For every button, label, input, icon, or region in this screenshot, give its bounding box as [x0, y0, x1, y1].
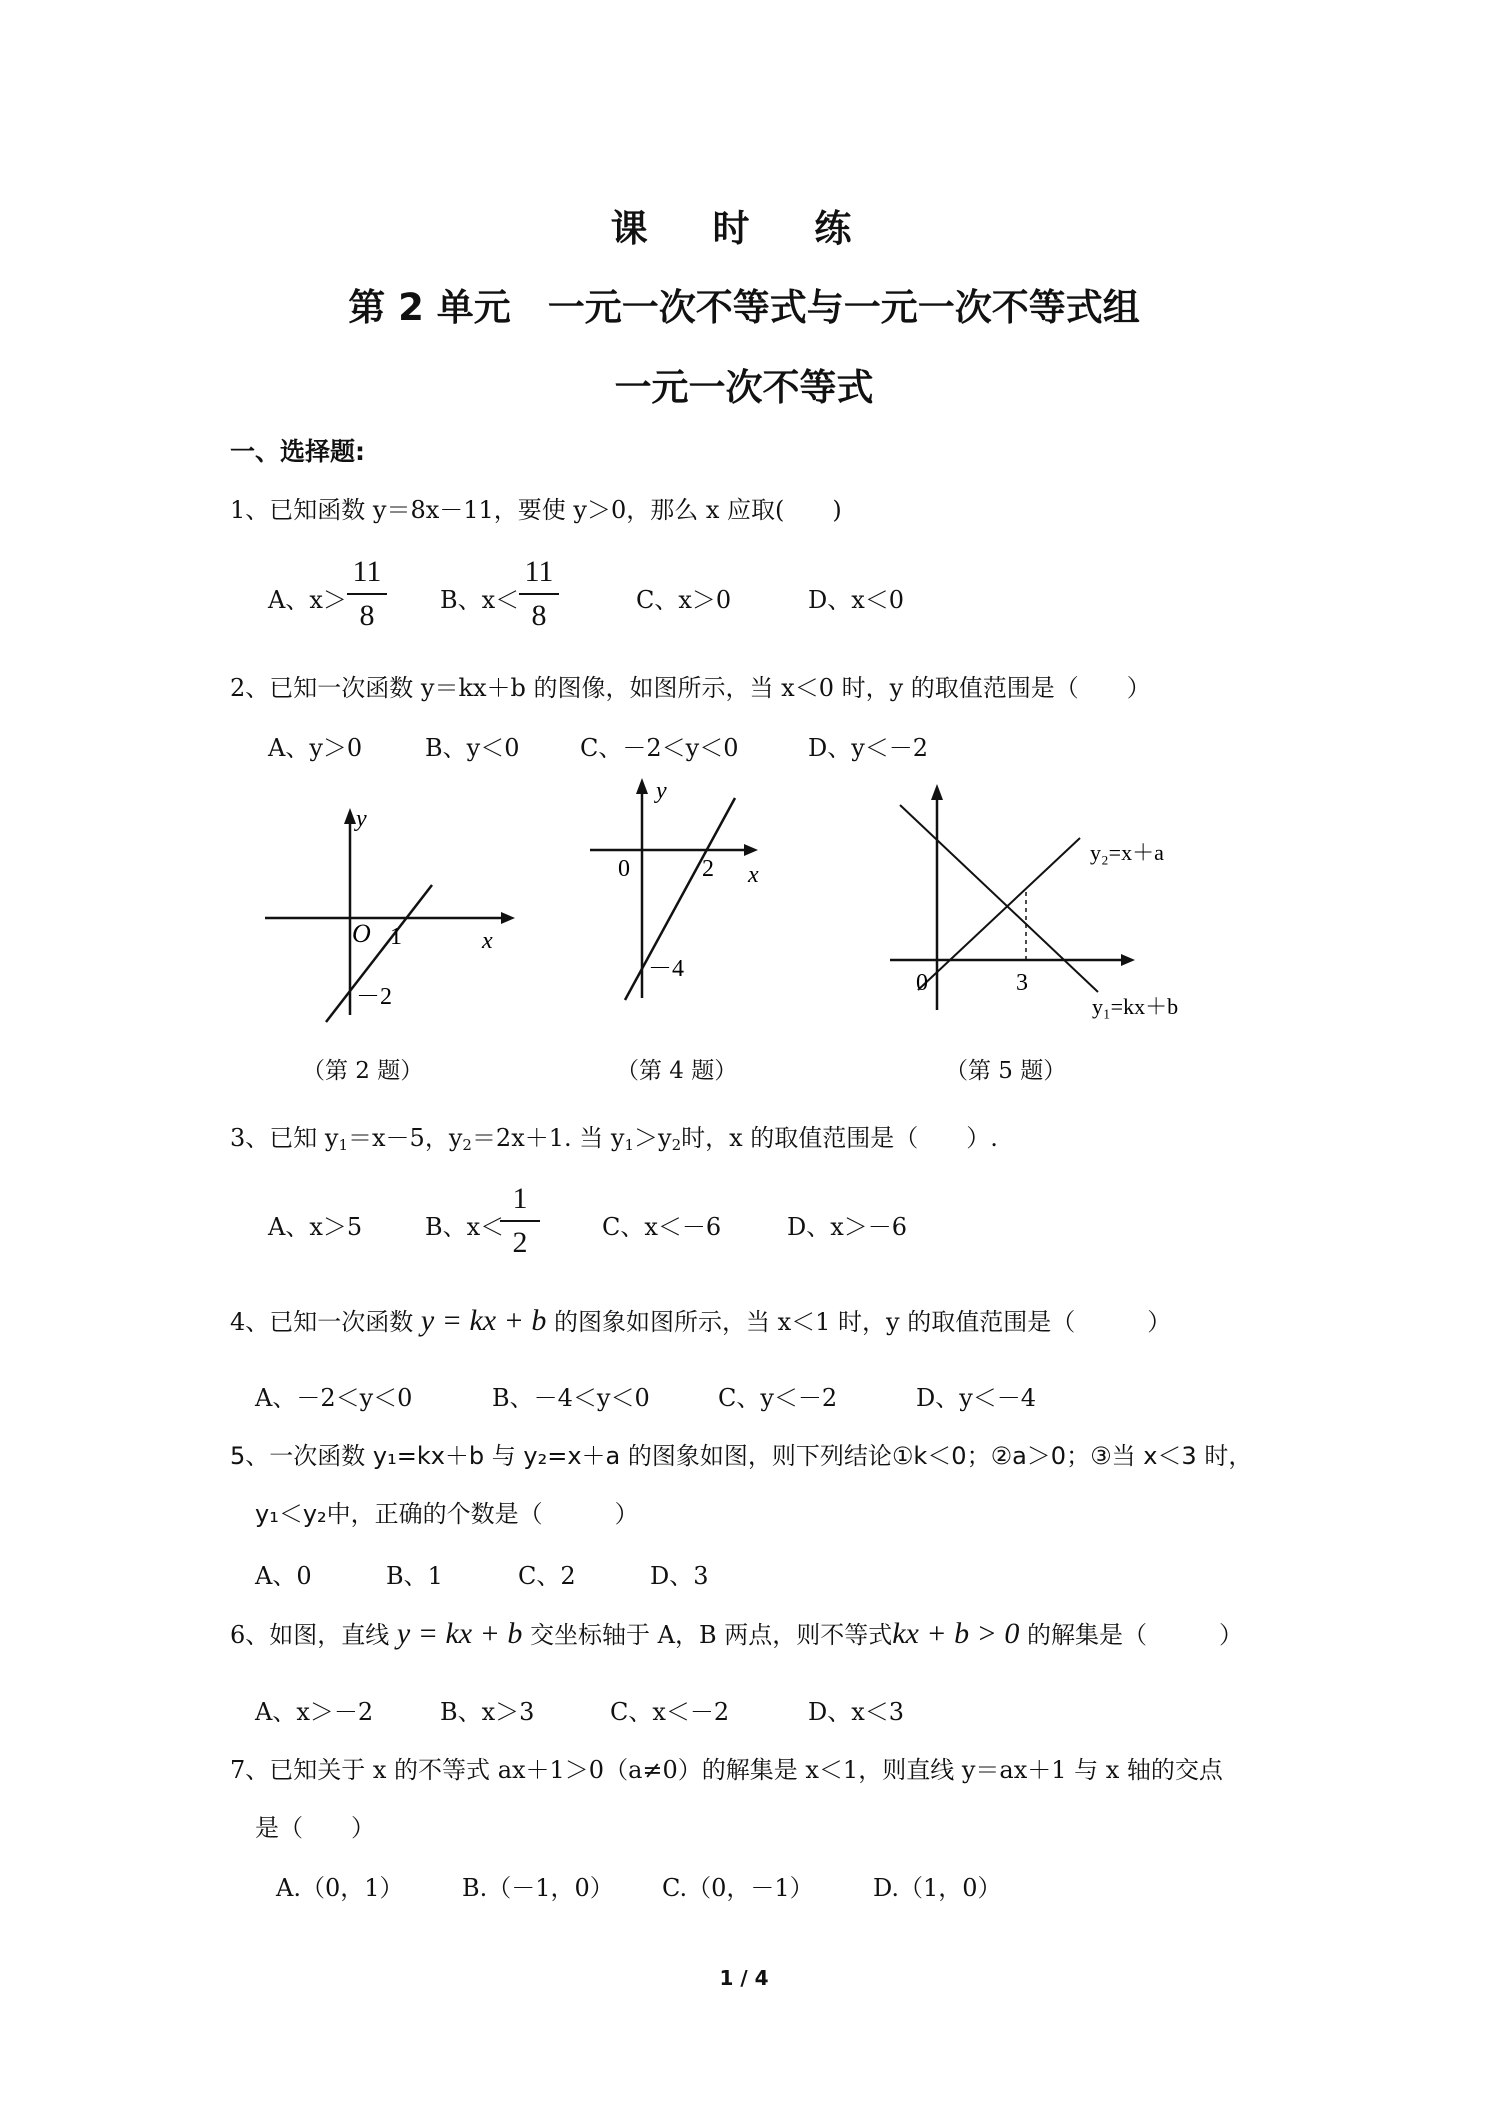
q7-option-c: C.（0，－1） — [662, 1874, 814, 1902]
q1-option-a-prefix: A、x＞ — [268, 586, 347, 614]
y1-label: y₁=kx＋b — [1092, 994, 1179, 1019]
y-label: y — [656, 778, 667, 804]
q3-option-c: C、x＜－6 — [602, 1213, 722, 1241]
figure-q2-graph — [260, 800, 530, 1040]
figure-q4-caption: （第 4 题） — [616, 1058, 738, 1084]
q5-option-b: B、1 — [386, 1562, 443, 1590]
q3-stem-part: 3、已知 y — [230, 1124, 339, 1152]
y-intercept-label: －4 — [648, 956, 684, 982]
q3-stem-part: ＝x－5，y — [348, 1124, 463, 1152]
q6-stem — [230, 1615, 1243, 1651]
q1-option-d: D、x＜0 — [808, 586, 905, 614]
x-intercept-label: 1 — [390, 924, 402, 950]
q1-option-a-fraction — [345, 553, 389, 635]
q1-option-b-prefix: B、x＜ — [440, 586, 520, 614]
line-y1 — [900, 805, 1098, 992]
fraction-denominator: 2 — [512, 1226, 528, 1259]
q7-option-a: A.（0，1） — [276, 1874, 404, 1902]
figure-q5-caption: （第 5 题） — [945, 1058, 1067, 1084]
y-axis-arrow — [636, 778, 648, 794]
origin-label: 0 — [618, 856, 630, 882]
q4-formula: y = kx + b — [420, 1304, 547, 1337]
q4-option-d: D、y＜－4 — [916, 1384, 1037, 1412]
q2-option-b: B、y＜0 — [425, 734, 520, 762]
fraction-numerator: 1 — [512, 1182, 528, 1215]
q7-stem-line-1: 7、已知关于 x 的不等式 ax＋1＞0（a≠0）的解集是 x＜1，则直线 y＝ax＋1 与 x 轴的交点 — [230, 1756, 1223, 1784]
q6-option-b: B、x＞3 — [440, 1698, 535, 1726]
section-heading: 一、选择题: — [230, 437, 365, 466]
q3-option-d: D、x＞－6 — [787, 1213, 908, 1241]
q2-stem: 2、已知一次函数 y＝kx＋b 的图像，如图所示，当 x＜0 时，y 的取值范围是（ ） — [230, 674, 1151, 702]
page-number: 1 / 4 — [719, 1966, 769, 1990]
q6-stem-part: 6、如图，直线 — [230, 1621, 390, 1649]
q4-stem-part: 4、已知一次函数 — [230, 1308, 414, 1336]
q1-stem: 1、已知函数 y＝8x－11，要使 y＞0，那么 x 应取( ) — [230, 496, 842, 524]
q5-stem-line-1: 5、一次函数 y₁=kx＋b 与 y₂=x＋a 的图象如图，则下列结论①k＜0；②a＞0；③当 x＜3 时， — [230, 1442, 1253, 1470]
fraction-denominator: 8 — [359, 599, 375, 632]
unit-title: 第 2 单元 一元一次不等式与一元一次不等式组 — [348, 286, 1140, 329]
subscript: 2 — [462, 1136, 472, 1154]
y-axis-arrow — [931, 784, 943, 800]
q3-stem-part: ＞y — [634, 1124, 672, 1152]
page-title: 课 时 练 — [610, 207, 878, 250]
x-value-label: 3 — [1016, 970, 1028, 996]
subscript: 1 — [624, 1136, 635, 1154]
q6-stem-part: 交坐标轴于 A，B 两点，则不等式 — [530, 1621, 893, 1649]
origin-label: O — [352, 919, 371, 948]
q4-option-b: B、－4＜y＜0 — [492, 1384, 650, 1412]
q4-option-a: A、－2＜y＜0 — [255, 1384, 413, 1412]
q5-option-d: D、3 — [650, 1562, 709, 1590]
q2-option-c: C、－2＜y＜0 — [580, 734, 739, 762]
q6-option-c: C、x＜－2 — [610, 1698, 730, 1726]
q3-option-a: A、x＞5 — [268, 1213, 363, 1241]
q7-option-d: D.（1，0） — [873, 1874, 1002, 1902]
subscript: 2 — [671, 1136, 682, 1154]
fraction-denominator: 8 — [531, 599, 547, 632]
figure-q2-caption: （第 2 题） — [302, 1058, 424, 1084]
q4-option-c: C、y＜－2 — [718, 1384, 838, 1412]
figure-q5-graph — [880, 780, 1220, 1020]
q3-option-b-fraction — [498, 1180, 542, 1262]
q6-formula-inequality: kx + b > 0 — [892, 1617, 1020, 1650]
x-intercept-label: 2 — [702, 856, 714, 882]
y2-label: y₂=x＋a — [1090, 840, 1164, 865]
q3-stem-part: 时，x 的取值范围是（ ）. — [681, 1124, 998, 1152]
lesson-title: 一元一次不等式 — [614, 366, 874, 409]
q3-stem — [230, 1118, 998, 1154]
fraction-numerator: 11 — [524, 555, 554, 588]
x-label: x — [482, 928, 493, 954]
x-axis-arrow — [501, 912, 515, 924]
q6-stem-part: 的解集是（ ） — [1027, 1621, 1243, 1649]
q6-formula-line: y = kx + b — [396, 1617, 523, 1650]
x-axis-arrow — [744, 844, 758, 856]
fraction-numerator: 11 — [352, 555, 382, 588]
y-label: y — [356, 806, 367, 832]
q4-stem — [230, 1302, 1171, 1338]
q3-option-b-prefix: B、x＜ — [425, 1213, 505, 1241]
q7-stem-line-2: 是（ ） — [255, 1814, 375, 1842]
origin-label: 0 — [916, 970, 928, 996]
x-axis-arrow — [1121, 954, 1135, 966]
y-axis-arrow — [344, 808, 356, 824]
q1-option-b-fraction — [517, 553, 561, 635]
q5-stem-line-2: y₁＜y₂中，正确的个数是（ ） — [255, 1500, 639, 1528]
q6-option-d: D、x＜3 — [808, 1698, 905, 1726]
subscript: 1 — [338, 1136, 349, 1154]
figure-q4-graph — [580, 770, 780, 1010]
q4-stem-part: 的图象如图所示，当 x＜1 时，y 的取值范围是（ ） — [554, 1308, 1172, 1336]
x-label: x — [748, 862, 759, 888]
q6-option-a: A、x＞－2 — [255, 1698, 374, 1726]
line-y2 — [918, 838, 1080, 990]
q7-option-b: B.（－1，0） — [462, 1874, 614, 1902]
q2-option-d: D、y＜－2 — [808, 734, 929, 762]
y-intercept-label: －2 — [356, 984, 392, 1010]
q5-option-c: C、2 — [518, 1562, 576, 1590]
q2-option-a: A、y＞0 — [268, 734, 363, 762]
q5-option-a: A、0 — [255, 1562, 312, 1590]
q3-stem-part: ＝2x＋1. 当 y — [471, 1124, 625, 1152]
q1-option-c: C、x＞0 — [636, 586, 732, 614]
